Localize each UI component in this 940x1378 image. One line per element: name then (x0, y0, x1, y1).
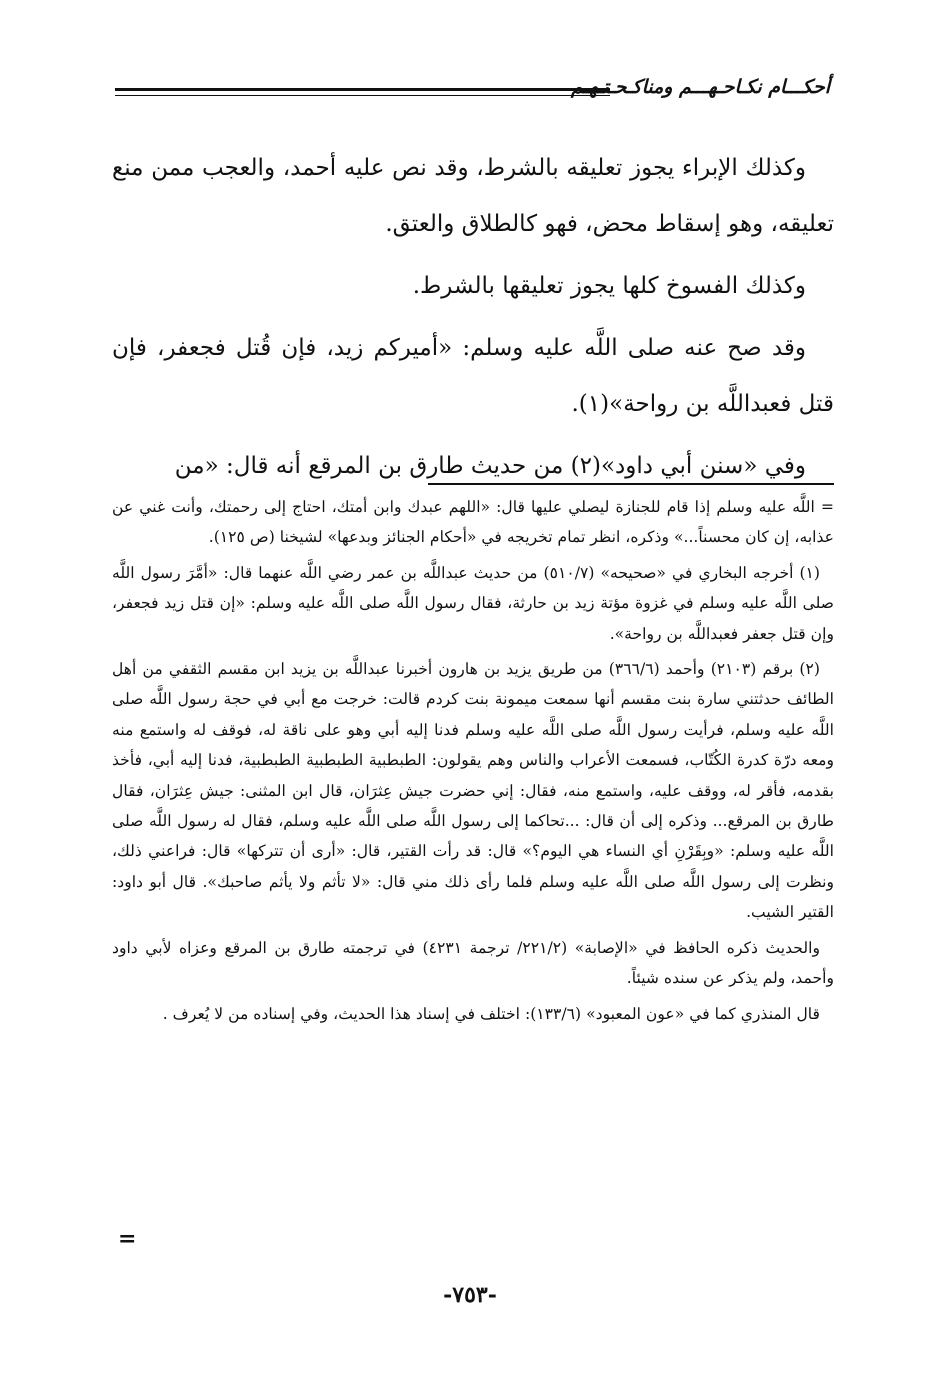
paragraph: وقد صح عنه صلى اللَّه عليه وسلم: «أميركم زيد، فإن قُتل فجعفر، فإن قتل فعبداللَّه بن رواحة»(١). (112, 335, 834, 417)
paragraph: وكذلك الإبراء يجوز تعليقه بالشرط، وقد نص عليه أحمد، والعجب ممن منع تعليقه، وهو إسقاط محض، فهو كالطلاق والعتق. (112, 155, 834, 237)
header-title: أحكـــام نكـاحـهـــم ومناكـحـتـهـم (570, 76, 830, 98)
footnote-continuation: = اللَّه عليه وسلم إذا قام للجنازة ليصلي عليها قال: «اللهم عبدك وابن أمتك، احتاج إلى رحمتك، وأنت غني عن عذابه، إن كان محسناً...» وذكره، انظر تمام تخريجه في «أحكام الجنائز وبدعها» لشيخنا (ص ١٢٥). (112, 498, 834, 547)
header-rule-thin (115, 95, 610, 96)
main-text (112, 140, 834, 500)
header-rule (115, 88, 610, 91)
page-number: -٧٥٣- (443, 1282, 497, 1308)
footnote-2-note-isabah: والحديث ذكره الحافظ في «الإصابة» (٢٢١/٢/ ترجمة ٤٢٣١) في ترجمته طارق بن المرقع وعزاه لأبي داود وأحمد، ولم يذكر عن سنده شيئاً. (112, 938, 834, 988)
footnote-separator (428, 483, 834, 485)
paragraph: وكذلك الفسوخ كلها يجوز تعليقها بالشرط. (412, 273, 806, 299)
paragraph: وفي «سنن أبي داود»(٢) من حديث طارق بن المرقع أنه قال: «من (174, 453, 806, 479)
footnote-2-note-mundhiri: قال المنذري كما في «عون المعبود» (١٣٣/٦): اختلف في إسناد هذا الحديث، وفي إسناده من لا يُعرف . (162, 1004, 820, 1023)
continuation-mark: = (118, 1226, 137, 1252)
footnote-2: (٢) برقم (٢١٠٣) وأحمد (٣٦٦/٦) من طريق يزيد بن هارون أخبرنا عبداللَّه بن يزيد ابن مقسم الثقفي من أهل الطائف حدثتني سارة بنت مقسم أنها سمعت ميمونة بنت كردم قالت: خرجت مع أبي في حجة رسول اللَّه صلى اللَّه عليه وسلم، فرأيت رسول اللَّه صلى اللَّه عليه وسلم فدنا إليه أبي وهو على ناقة له، فوقف له واستمع منه ومعه درّة كدرة الكُتّاب، فسمعت الأعراب والناس وهم يقولون: الطبطبية الطبطبية الطبطبية، فدنا إليه أبي، فأخذ بقدمه، فأقر له، ووقف عليه، واستمع منه، فقال: إني حضرت جيش عِثرَان، قال ابن المثنى: جيش عِثرَان، فقال طارق بن المرقع... وذكره إلى أن قال: ...تحاكما إلى رسول اللَّه صلى اللَّه عليه وسلم، فقال له رسول اللَّه صلى اللَّه عليه وسلم: «وبِقَرْنِ أي النساء هي اليوم؟» قال: قد رأت القتير، قال: «أرى أن تتركها» قال: فراعني ذلك، ونظرت إلى رسول اللَّه صلى اللَّه عليه وسلم فلما رأى ذلك مني قال: «لا تأثم ولا يأثم صاحبك». قال أبو داود: القتير الشيب. (112, 660, 834, 922)
footnote-1: (١) أخرجه البخاري في «صحيحه» (٥١٠/٧) من حديث عبداللَّه بن عمر رضي اللَّه عنهما قال: «أمَّرَ رسول اللَّه صلى اللَّه عليه وسلم في غزوة مؤتة زيد بن حارثة، فقال رسول اللَّه صلى اللَّه عليه وسلم: «إن قتل زيد فجعفر، وإن قتل جعفر فعبداللَّه بن رواحة». (112, 563, 834, 643)
running-header (115, 72, 830, 112)
footnotes (112, 492, 834, 1034)
